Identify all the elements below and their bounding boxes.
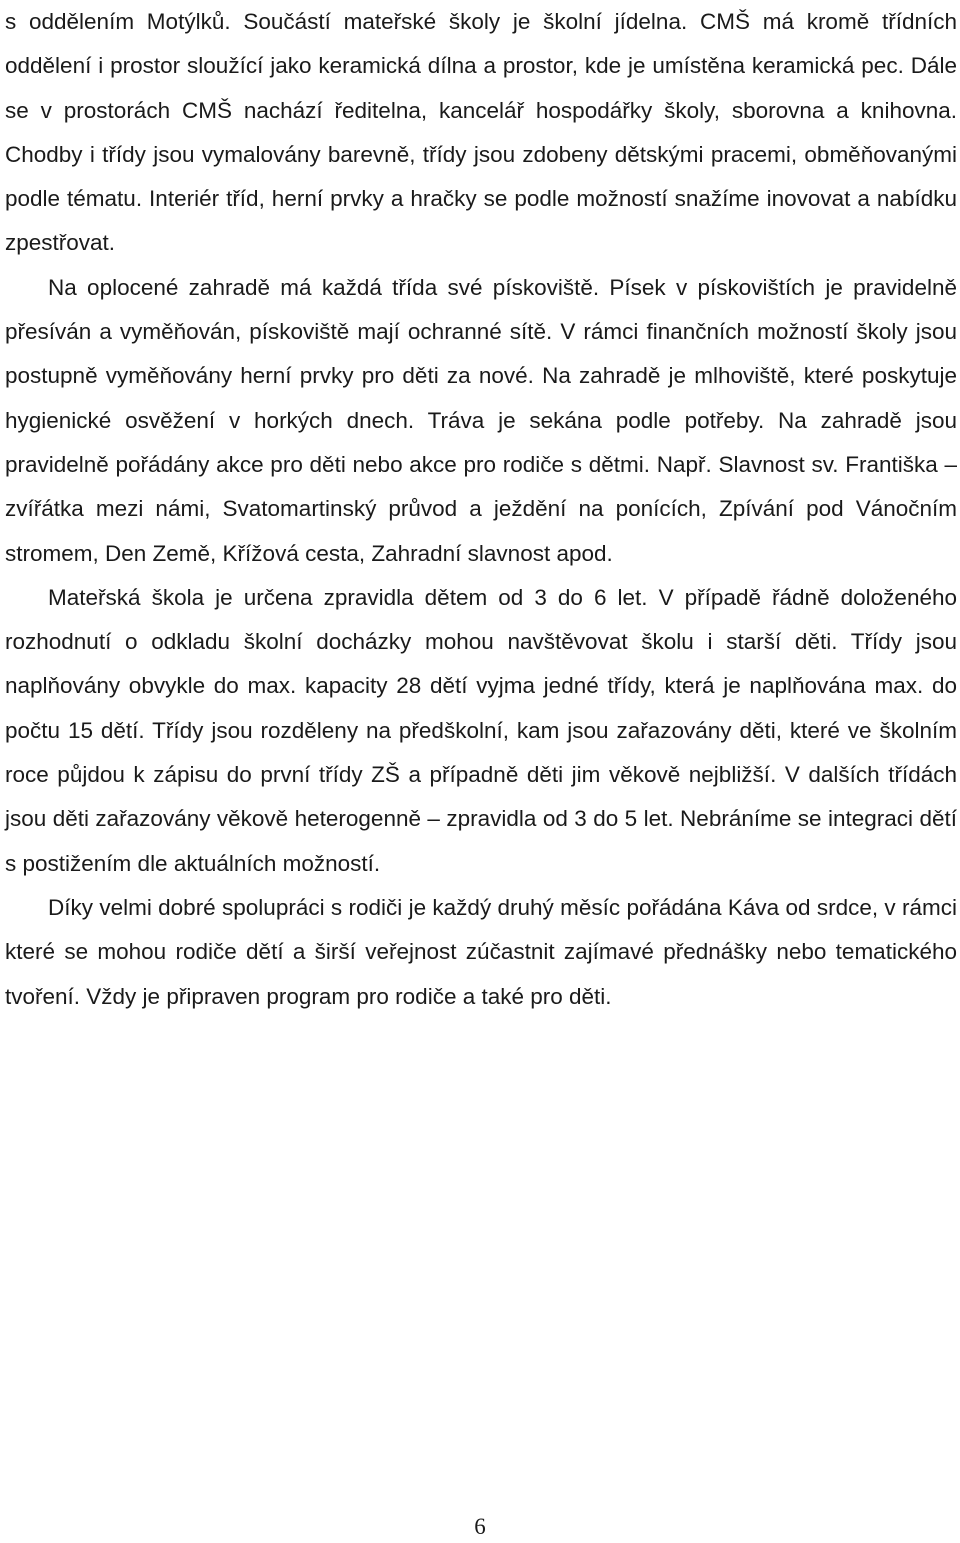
paragraph-cooperation: Díky velmi dobré spolupráci s rodiči je každý druhý měsíc pořádána Káva od srdce, v rámci které se mohou rodiče dětí a širší veřejnost zúčastnit zajímavé přednášky nebo tematického tvoření. Vždy je připraven program pro rodiče a také pro děti. [5, 894, 957, 1009]
paragraph-continuation: s oddělením Motýlků. Součástí mateřské školy je školní jídelna. CMŠ má kromě třídních oddělení i prostor sloužící jako keramická dílna a prostor, kde je umístěna keramická pec. Dále se v prostorách CMŠ nachází ředitelna, kancelář hospodářky školy, sborovna a knihovna. Chodby i třídy jsou vymalovány barevně, třídy jsou zdobeny dětskými pracemi, obměňovanými podle tématu. Interiér tříd, herní prvky a hračky se podle možností snažíme inovovat a nabídku zpestřovat. [5, 9, 957, 256]
paragraph-enrollment: Mateřská škola je určena zpravidla dětem od 3 do 6 let. V případě řádně doloženého rozhodnutí o odkladu školní docházky mohou navštěvovat školu i starší děti. Třídy jsou naplňovány obvykle do max. kapacity 28 dětí vyjma jedné třídy, která je naplňována max. do počtu 15 dětí. Třídy jsou rozděleny na předškolní, kam jsou zařazovány děti, které ve školním roce půjdou k zápisu do první třídy ZŠ a případně děti jim věkově nejbližší. V dalších třídách jsou děti zařazovány věkově heterogenně – zpravidla od 3 do 5 let. Nebráníme se integraci dětí s postižením dle aktuálních možností. [5, 584, 957, 876]
paragraph-garden: Na oplocené zahradě má každá třída své pískoviště. Písek v pískovištích je pravidelně přesíván a vyměňován, pískoviště mají ochranné sítě. V rámci finančních možností školy jsou postupně vyměňovány herní prvky pro děti za nové. Na zahradě je mlhoviště, které poskytuje hygienické osvěžení v horkých dnech. Tráva je sekána podle potřeby. Na zahradě jsou pravidelně pořádány akce pro děti nebo akce pro rodiče s dětmi. Např. Slavnost sv. Františka – zvířátka mezi námi, Svatomartinský průvod a ježdění na ponících, Zpívání pod Vánočním stromem, Den Země, Křížová cesta, Zahradní slavnost apod. [5, 274, 957, 566]
page-number: 6 [474, 1514, 486, 1539]
document-body [5, 0, 957, 1019]
